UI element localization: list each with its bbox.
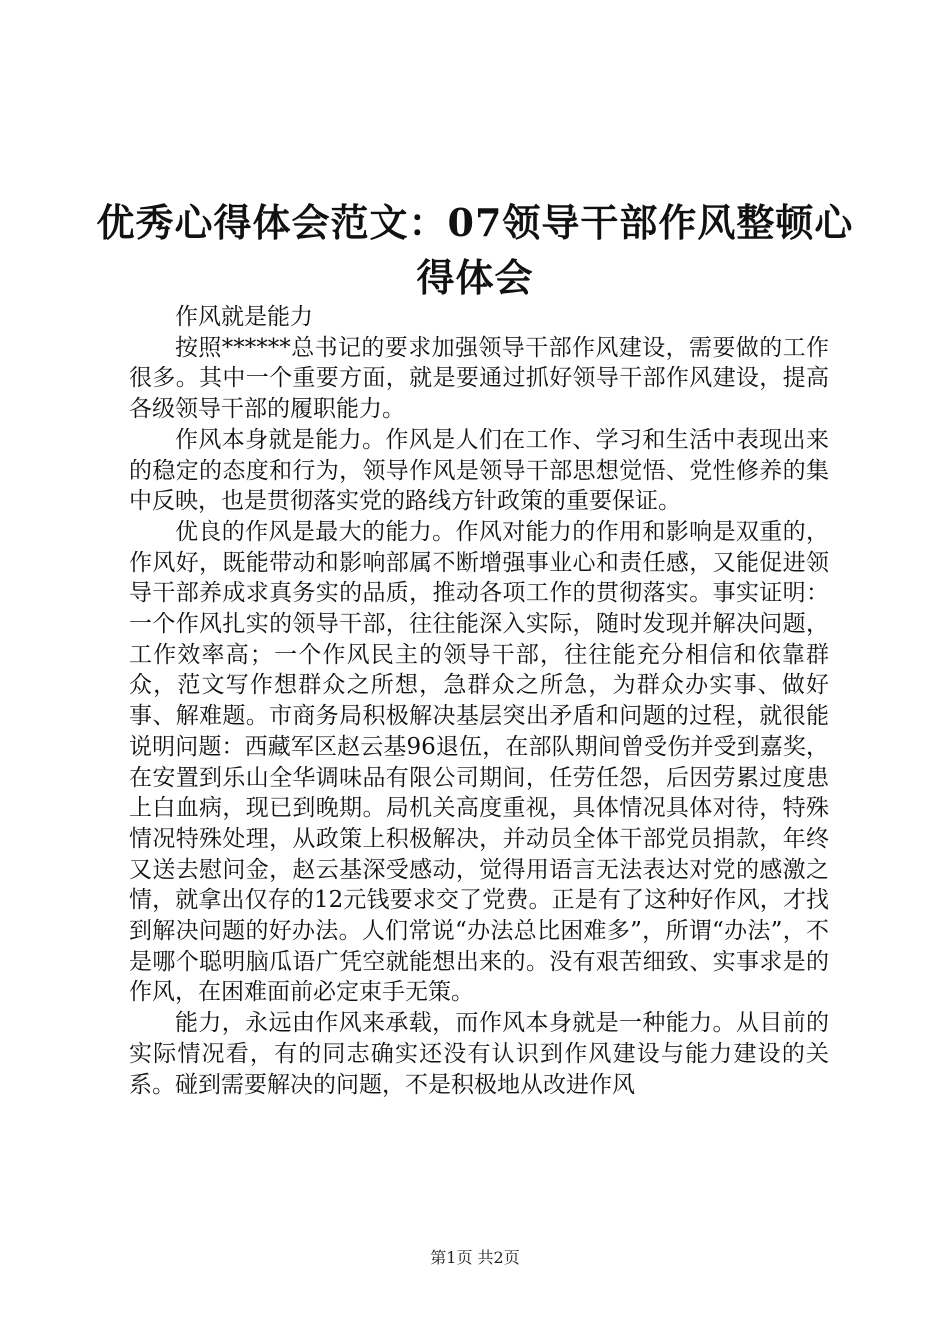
document-title-line-2: 得体会 [416, 255, 534, 300]
paragraph: 作风本身就是能力。作风是人们在工作、学习和生活中表现出来的稳定的态度和行为，领导作风是领导干部思想觉悟、党性修养的集中反映，也是贯彻落实党的路线方针政策的重要保证。 [129, 426, 829, 515]
paragraph: 能力，永远由作风来承载，而作风本身就是一种能力。从目前的实际情况看，有的同志确实还没有认识到作风建设与能力建设的关系。碰到需要解决的问题，不是积极地从改进作风 [129, 1010, 829, 1098]
document-title-line-1: 优秀心得体会范文：07领导干部作风整顿心 [96, 200, 854, 245]
page-number-footer: 第1页 共2页 [430, 1248, 520, 1267]
document-body [129, 302, 829, 1100]
paragraph: 优良的作风是最大的能力。作风对能力的作用和影响是双重的，作风好，既能带动和影响部属不断增强事业心和责任感，又能促进领导干部养成求真务实的品质，推动各项工作的贯彻落实。事实证明：一个作风扎实的领导干部，往往能深入实际，随时发现并解决问题，工作效率高；一个作风民主的领导干部，往往能充分相信和依靠群众，范文写作想群众之所想，急群众之所急，为群众办实事、做好事、解难题。市商务局积极解决基层突出矛盾和问题的过程，就很能说明问题：西藏军区赵云基96退伍，在部队期间曾受伤并受到嘉奖，在安置到乐山全华调味品有限公司期间，任劳任怨，后因劳累过度患上白血病，现已到晚期。局机关高度重视，具体情况具体对待，特殊情况特殊处理，从政策上积极解决，并动员全体干部党员捐款，年终又送去慰问金，赵云基深受感动，觉得用语言无法表达对党的感激之情，就拿出仅存的12元钱要求交了党费。正是有了这种好作风，才找到解决问题的好办法。人们常说“办法总比困难多”，所谓“办法”，不是哪个聪明脑瓜语广凭空就能想出来的。没有艰苦细致、实事求是的作风，在困难面前必定束手无策。 [129, 518, 829, 1006]
paragraph-heading: 作风就是能力 [175, 304, 313, 330]
paragraph: 按照******总书记的要求加强领导干部作风建设，需要做的工作很多。其中一个重要方面，就是要通过抓好领导干部作风建设，提高各级领导干部的履职能力。 [129, 334, 829, 423]
